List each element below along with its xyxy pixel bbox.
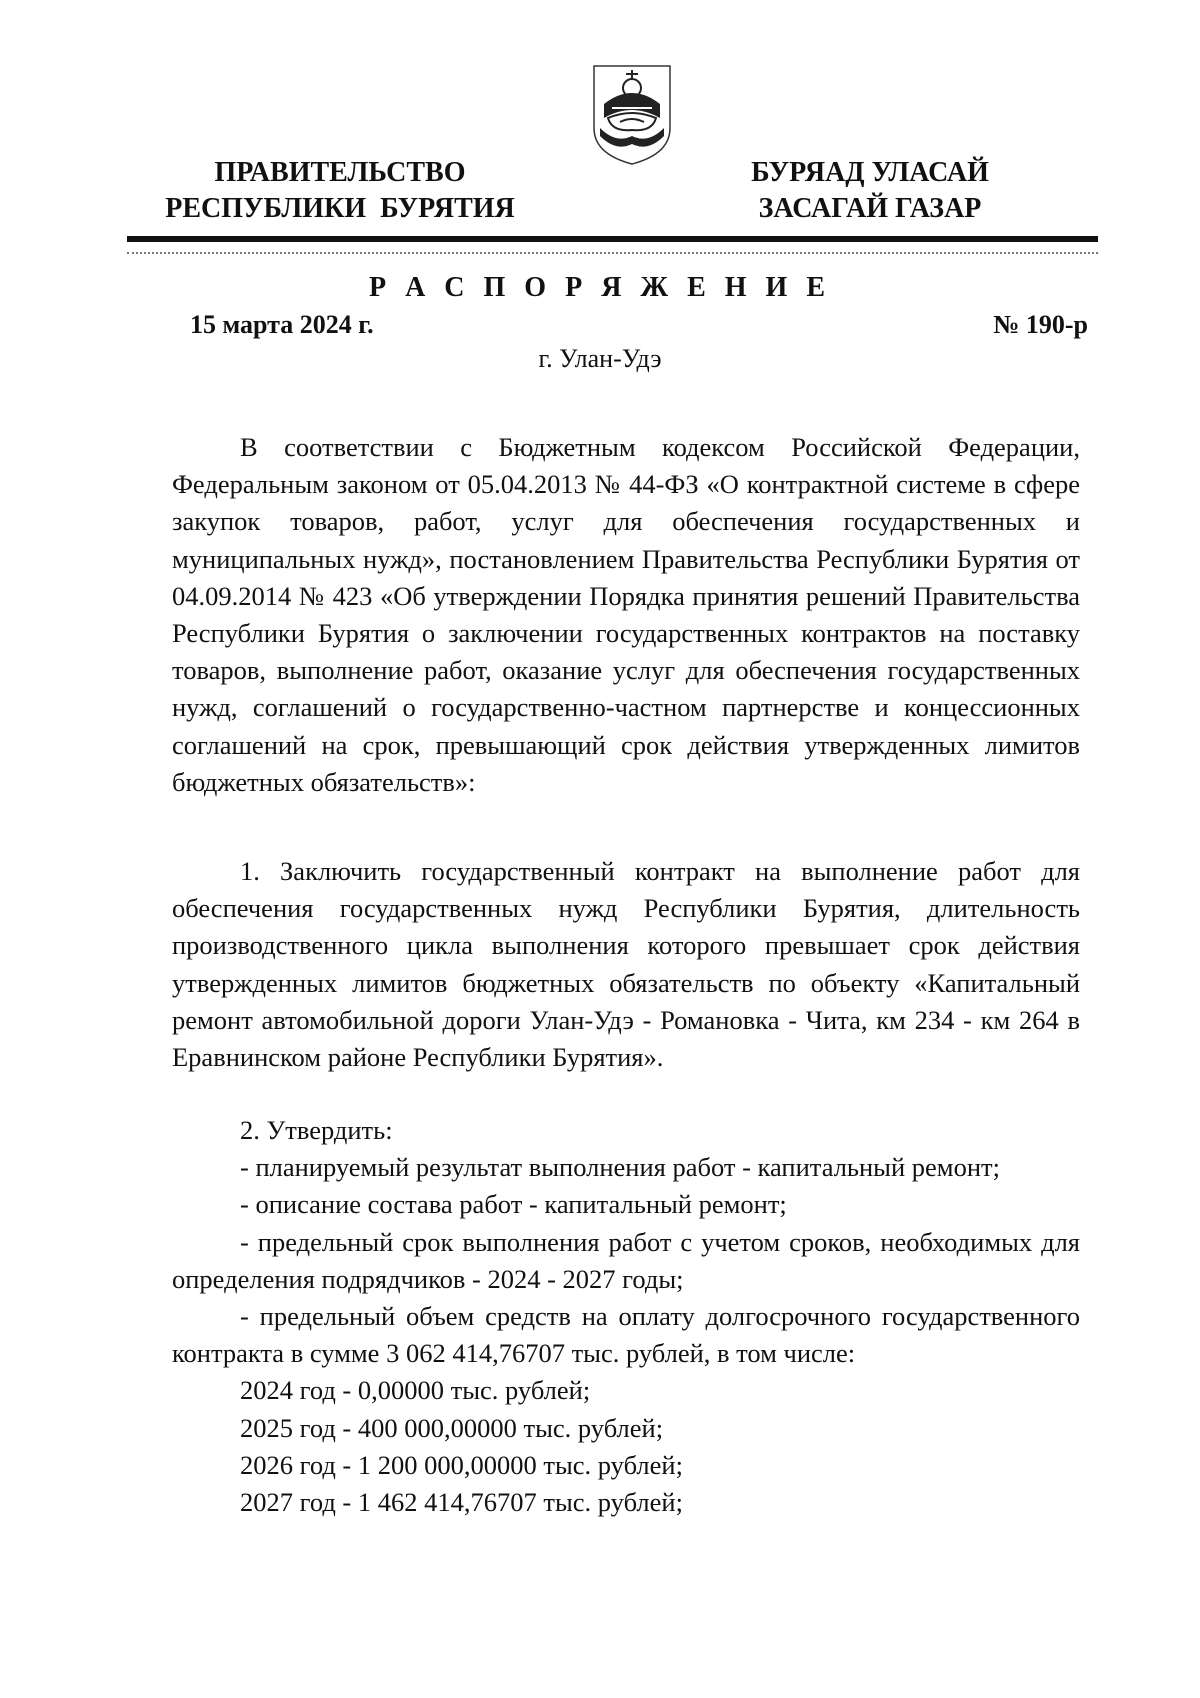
item-2-section bbox=[172, 1112, 1080, 1521]
coat-of-arms-icon bbox=[590, 58, 674, 168]
item-2-line: - предельный объем средств на оплату долгосрочного государственного контракта в сумме 3 062 414,76707 тыс. рублей, в том числе: bbox=[172, 1301, 1080, 1369]
header-right-line2: ЗАСАГАЙ ГАЗАР bbox=[758, 193, 982, 224]
header-right-line1: БУРЯАД УЛАСАЙ bbox=[751, 157, 989, 188]
header-divider-thin bbox=[127, 252, 1098, 254]
document-date: 15 марта 2024 г. bbox=[190, 310, 374, 339]
budget-year-row: 2026 год - 1 200 000,00000 тыс. рублей; bbox=[240, 1449, 683, 1480]
item-2-line: - описание состава работ - капитальный ремонт; bbox=[240, 1189, 787, 1220]
budget-year-row: 2024 год - 0,00000 тыс. рублей; bbox=[240, 1375, 591, 1406]
item-2-heading: 2. Утвердить: bbox=[240, 1115, 393, 1145]
document-city: г. Улан-Удэ bbox=[538, 344, 662, 373]
item-2-line: - предельный срок выполнения работ с учетом сроков, необходимых для определения подрядчиков - 2024 - 2027 годы; bbox=[172, 1226, 1080, 1294]
budget-year-row: 2025 год - 400 000,00000 тыс. рублей; bbox=[240, 1412, 664, 1443]
header-left-line2: РЕСПУБЛИКИ БУРЯТИЯ bbox=[165, 193, 515, 224]
document-number: № 190-р bbox=[993, 310, 1088, 339]
item-2-line: - планируемый результат выполнения работ - капитальный ремонт; bbox=[240, 1152, 1000, 1183]
header-left-line1: ПРАВИТЕЛЬСТВО bbox=[214, 157, 466, 188]
header-divider-thick bbox=[127, 236, 1098, 242]
item-1-paragraph: 1. Заключить государственный контракт на выполнение работ для обеспечения государственных нужд Республики Бурятия, длительность производственного цикла выполнения которого превышает срок действия утвержденных лимитов бюджетных обязательств по объекту «Капитальный ремонт автомобильной дороги Улан-Удэ - Романовка - Чита, км 234 - км 264 в Еравнинском районе Республики Бурятия». bbox=[172, 856, 1080, 1073]
intro-paragraph: В соответствии с Бюджетным кодексом Российской Федерации, Федеральным законом от 05.04.2013 № 44-ФЗ «О контрактной системе в сфере закупок товаров, работ, услуг для обеспечения государственных и муниципальных нужд», постановлением Правительства Республики Бурятия от 04.09.2014 № 423 «Об утверждении Порядка принятия решений Правительства Республики Бурятия о заключении государственных контрактов на поставку товаров, выполнение работ, оказание услуг для обеспечения государственных нужд, соглашений о государственно-частном партнерстве и концессионных соглашений на срок, превышающий срок действия утвержденных лимитов бюджетных обязательств»: bbox=[172, 432, 1080, 797]
header-right bbox=[700, 155, 1040, 227]
header-left bbox=[150, 155, 530, 227]
document-type-title: Р А С П О Р Я Ж Е Н И Е bbox=[368, 272, 832, 303]
budget-year-row: 2027 год - 1 462 414,76707 тыс. рублей; bbox=[240, 1487, 683, 1518]
